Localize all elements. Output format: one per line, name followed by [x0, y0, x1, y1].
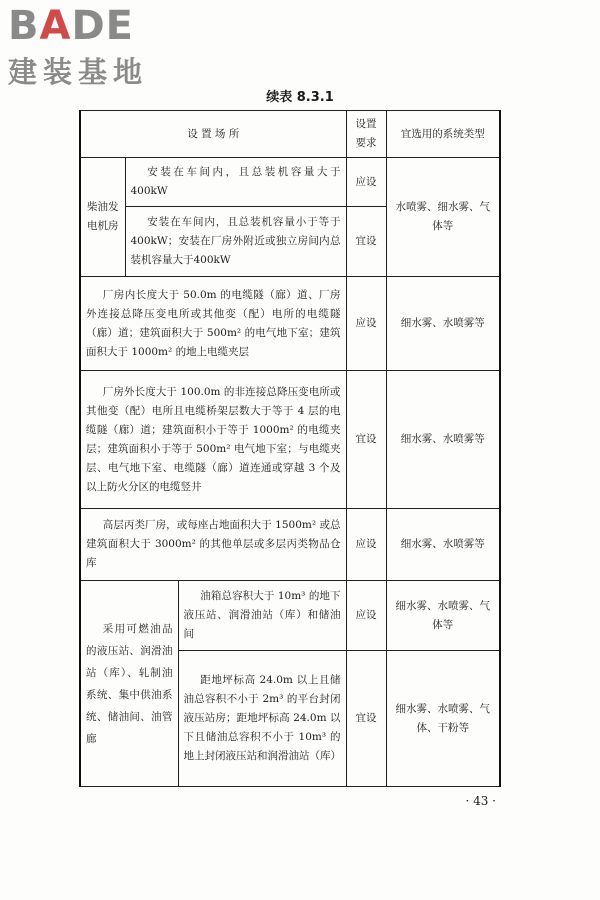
row-text: 高层丙类厂房，或每座占地面积大于 1500m² 或总建筑面积大于 3000m² 的其他单层或多层丙类物品仓库: [80, 509, 346, 581]
row-text: 油箱总容积大于 10m³ 的地下液压站、润滑油站（库）和储油间: [178, 581, 346, 651]
table-row: [80, 371, 500, 509]
header-system-type: 宜选用的系统类型: [386, 111, 500, 158]
row-text: 安装在车间内，且总装机容量大于400kW: [125, 158, 346, 207]
row-system-type: 水喷雾、细水雾、气体等: [386, 158, 500, 277]
table-header-row: [80, 111, 500, 158]
fire-system-table: [79, 110, 501, 787]
row-system-type: 细水雾、水喷雾等: [386, 277, 500, 371]
table-row: [80, 509, 500, 581]
row-requirement: 应设: [346, 509, 386, 581]
logo-wordmark: BADE: [8, 3, 134, 49]
row-text: 距地坪标高 24.0m 以上且储油总容积不小于 2m³ 的平台封闭液压站房；距地坪标高 24.0m 以下且储油总容积不小于 10m³ 的地上封闭液压站和润滑油站（库）: [178, 651, 346, 787]
row-requirement: 宜设: [346, 371, 386, 509]
row-text: 厂房内长度大于 50.0m 的电缆隧（廊）道、厂房外连接总降压变电所或其他变（配）电所的电缆隧（廊）道；建筑面积大于 500m² 的电气地下室；建筑面积大于 1000m² 的地上电缆夹层: [80, 277, 346, 371]
table-row: [80, 277, 500, 371]
row-requirement: 宜设: [346, 207, 386, 277]
logo-subtitle: 建装基地: [8, 55, 149, 89]
brand-logo: [8, 4, 183, 96]
header-place: 设 置 场 所: [80, 111, 346, 158]
row-requirement: 应设: [346, 158, 386, 207]
row-system-type: 细水雾、水喷雾、气体等: [386, 581, 500, 651]
row-requirement: 宜设: [346, 651, 386, 787]
table-row: [80, 158, 500, 207]
row-requirement: 应设: [346, 277, 386, 371]
row-system-type: 细水雾、水喷雾等: [386, 371, 500, 509]
row-group-generator: 柴油发电机房: [80, 158, 125, 277]
row-text: 厂房外长度大于 100.0m 的非连接总降压变电所或其他变（配）电所且电缆桥架层数大于等于 4 层的电缆隧（廊）道；建筑面积小于等于 1000m² 的电缆夹层；建筑面积小于等于 500m² 电气地下室；与电缆夹层、电气地下室、电缆隧（廊）道连通或穿越 3 个及以上防火分区的电缆竖井: [80, 371, 346, 509]
table-title: 续表 8.3.1: [266, 90, 334, 105]
page-number: · 43 ·: [465, 794, 496, 808]
row-system-type: 细水雾、水喷雾、气体、干粉等: [386, 651, 500, 787]
table-row: [80, 581, 500, 651]
row-group-oil: 采用可燃油品的液压站、润滑油站（库）、轧制油系统、集中供油系统、储油间、油管廊: [80, 581, 178, 787]
row-requirement: 应设: [346, 581, 386, 651]
header-requirement: 设置要求: [346, 111, 386, 158]
row-text: 安装在车间内，且总装机容量小于等于400kW；安装在厂房外附近或独立房间内总装机容量大于400kW: [125, 207, 346, 277]
row-system-type: 细水雾、水喷雾等: [386, 509, 500, 581]
